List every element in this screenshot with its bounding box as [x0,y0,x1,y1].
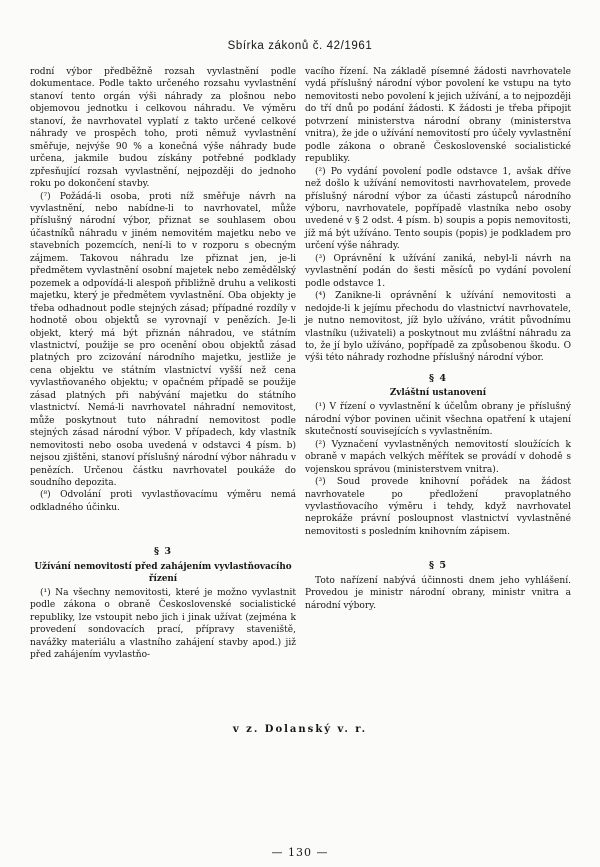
left-column [30,66,296,661]
signature-line: v z. Dolanský v. r. [232,724,368,735]
section-number: § 5 [428,560,448,572]
right-column [305,66,571,612]
paragraph: (³) Soud provede knihovní pořádek na žádost navrhovatele po předložení pravoplatného vyvlastňovacího výměru i tehdy, když navrhovatel neprokáže právní posloupnost vlastnictví vyvlastněné nemovitosti s posledním knihovním zápisem. [305,477,571,537]
paragraph: (¹) Na všechny nemovitosti, které je možno vyvlastnit podle zákona o obraně Československé socialistické republiky, lze vstoupit nebo jich i jinak užívat (zejména k provedení sondovacích prací, přípravy staveniště, navážky materiálu a vlastního zahájení stavby apod.) již před zahájením vyvlastňo- [30,587,296,661]
paragraph: (¹) V řízení o vyvlastnění k účelům obrany je příslušný národní výbor povinen učinit všechna opatření k utajení skutečností souvisejících s vyvlastněním. [305,402,571,438]
paragraph: vacího řízení. Na základě písemné žádosti navrhovatele vydá příslušný národní výbor povolení ke vstupu na tyto nemovitosti nebo povolení k jejich užívání, a to nejpozději do tří dnů po podání žádosti. K žádosti je třeba připojit potvrzení ministerstva národní obrany (ministerstva vnitra), že jde o užívání nemovitostí pro účely vyvlastnění podle zákona o obraně Československé socialistické republiky. [305,67,571,165]
paragraph: (²) Vyznačení vyvlastněných nemovitostí sloužících k obraně v mapách velkých měřítek se provádí v dohodě s vojenskou správou (ministerstvem vnitra). [305,439,571,475]
paragraph: (⁸) Odvolání proti vyvlastňovacímu výměru nemá odkladného účinku. [30,490,296,513]
section-number: § 3 [153,546,173,558]
paragraph: Toto nařízení nabývá účinnosti dnem jeho vyhlášení. Provedou je ministr národní obrany, ministr vnitra a národní výbory. [305,575,571,611]
paragraph: rodní výbor předběžně rozsah vyvlastnění podle dokumentace. Podle takto určeného rozsahu vyvlastnění stanoví tento orgán výši náhrady za plošnou nebo objemovou jednotku i celkovou náhradu. Ve výměru stanoví, že navrhovatel vyplatí z takto určené celkové náhrady ve prospěch toho, proti němuž vyvlastnění směřuje, nejvýše 90 % a konečná výše náhrady bude určena, jakmile budou získány potřebné podklady zpřesňující rozsah vyvlastnění, nejpozději do jednoho roku po dokončení stavby. [30,67,296,190]
page-number: — 130 — [271,846,329,859]
paragraph: (⁴) Zanikne-li oprávnění k užívání nemovitosti a nedojde-li k jejímu přechodu do vlastnictví navrhovatele, je nutno nemovitost, jíž bylo užíváno, vrátit původnímu vlastníku (uživateli) a poskytnout mu zvláštní náhradu za to, že jí bylo užíváno, popřípadě za způsobenou škodu. O výši této náhrady rozhodne příslušný národní výbor. [305,291,571,364]
section-number: § 4 [428,372,448,384]
paragraph: (²) Po vydání povolení podle odstavce 1, avšak dříve než došlo k užívání nemovitosti navrhovatelem, provede příslušný národní výbor za účasti zástupců národního výboru, navrhovatele, popřípadě vlastníka nebo osoby uvedené v § 2 odst. 4 písm. b) soupis a popis nemovitosti, jíž má být užíváno. Tento soupis (popis) je podkladem pro určení výše náhrady. [305,166,571,252]
page-header: Sbírka zákonů č. 42/1961 [227,40,373,52]
section-title: Zvláštní ustanovení [389,388,487,399]
section-title: Užívání nemovitostí před zahájením vyvlastňovacího řízení [34,561,292,584]
paragraph: (⁷) Požádá-li osoba, proti níž směřuje návrh na vyvlastnění, nebo nabídne-li to navrhovatel, může příslušný národní výbor, přiznat se souhlasem obou účastníků náhradu v jiném nemovitém majetku nebo ve stavebních pozemcích, není-li to v rozporu s obecným zájmem. Takovou náhradu lze přiznat jen, je-li předmětem vyvlastnění osobní majetek nebo zemědělský pozemek a odpovídá-li alespoň přibližně druhu a velikosti majetku, který je předmětem vyvlastnění. Oba objekty je třeba odhadnout podle stejných zásad; případné rozdíly v hodnotě obou objektů se vyrovnají v penězích. Je-li objekt, který má být přiznán náhradou, ve státním vlastnictví, použije se pro ocenění obou objektů zásad platných pro zcizování národního majetku, jestliže je cena objektu ve státním vlastnictví vyšší než cena vyvlastňovaného objektu; v opačném případě se použije zásad platných při nabývání majetku do státního vlastnictví. Nemá-li navrhovatel náhradní nemovitost, může poskytnout tuto náhradní nemovitost podle stejných zásad národní výbor. V případech, kdy vlastník nemovitosti nebo osoba uvedená v odstavci 4 písm. b) nejsou zjištěni, stanoví příslušný národní výbor náhradu v penězích. Určenou částku navrhovatel poukáže do soudního depozita. [30,191,296,488]
paragraph: (³) Oprávnění k užívání zaniká, nebyl-li návrh na vyvlastnění podán do šesti měsíců po vydání povolení podle odstavce 1. [305,253,571,289]
